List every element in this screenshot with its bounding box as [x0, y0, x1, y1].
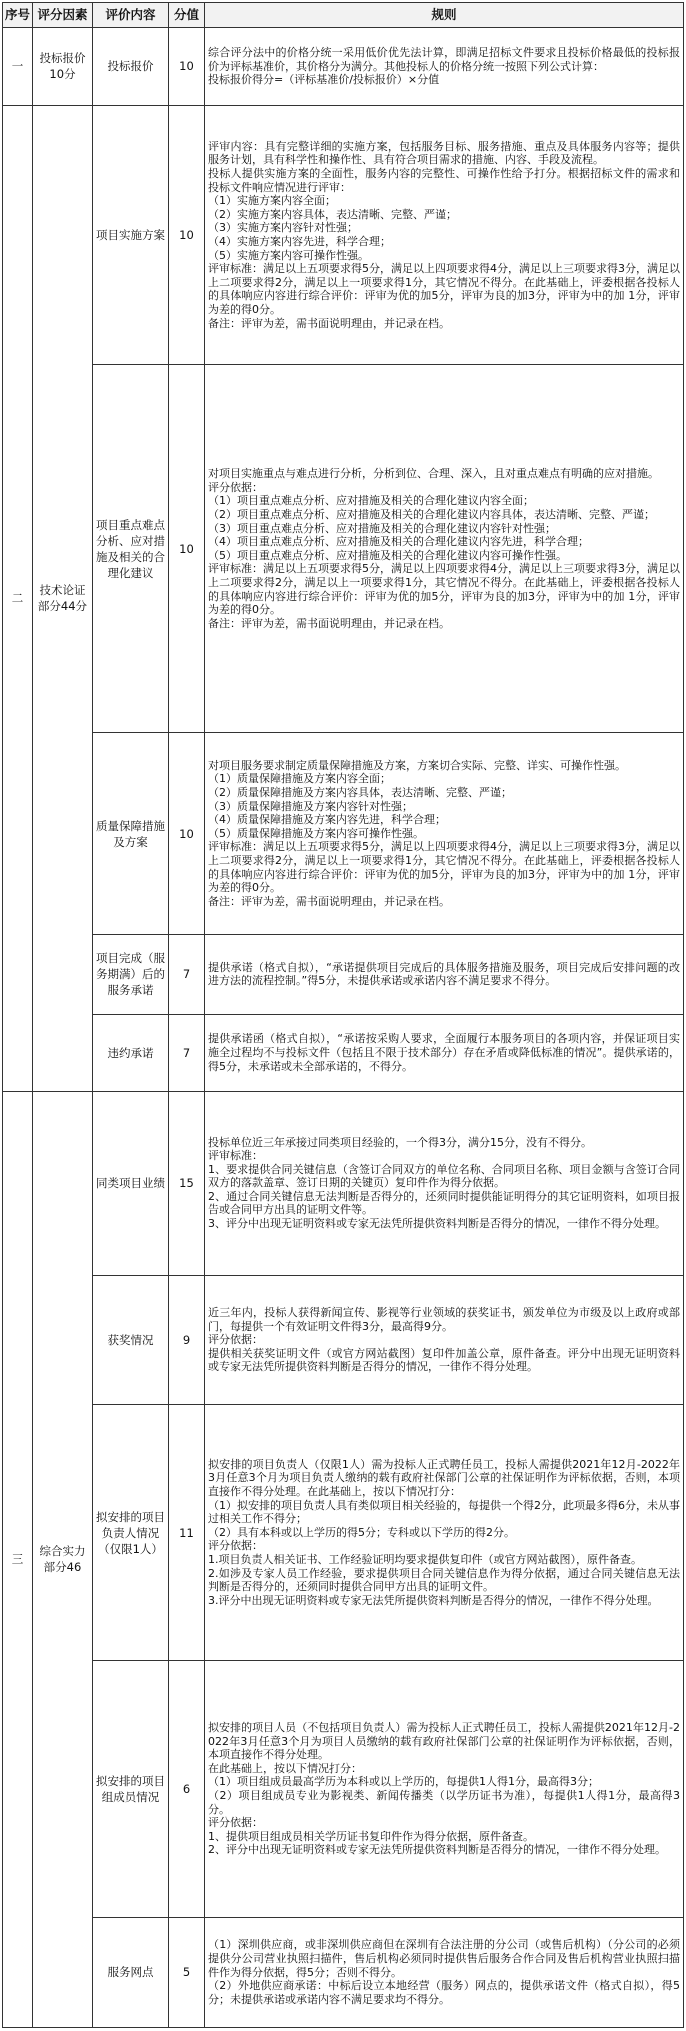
rules-cell — [205, 1917, 684, 2027]
rule-line: （1）深圳供应商，或非深圳供应商但在深圳有合法注册的分公司（或售后机构）（分公司的必须提供分公司营业执照扫描件，售后机构必须同时提供售后服务合作合同及售后机构营业执照扫描件作为得分依据，得5分；否则不得分。 — [208, 1938, 680, 1979]
score-cell: 10 — [169, 365, 205, 733]
rule-line: 评分依据： — [208, 1816, 263, 1830]
seq-cell: 二 — [3, 105, 33, 1091]
rule-line: 评分依据： — [208, 480, 263, 494]
score-cell: 15 — [169, 1091, 205, 1275]
rule-line: （5）项目重点难点分析、应对措施及相关的合理化建议内容可操作性强。 — [208, 548, 567, 562]
rule-line: （2）具有本科或以上学历的得5分；专科或以下学历的得2分。 — [208, 1525, 515, 1539]
rule-line: 3.评分中出现无证明资料或专家无法凭所提供资料判断是否得分的情况，一律作不得分处理。 — [208, 1593, 659, 1607]
rubric-row — [3, 1014, 684, 1091]
rule-line: 评审标准：满足以上五项要求得5分，满足以上四项要求得4分，满足以上三项要求得3分，满足以上二项要求得2分，满足以上一项要求得1分，其它情况不得分。在此基础上，评委根据各投标人的具体响应内容进行综合评价：评审为优的加5分，评审为良的加3分，评审为中的加 1分，评审为差的得0分。 — [208, 562, 680, 617]
header-seq: 序号 — [3, 3, 33, 28]
rules-cell — [205, 1014, 684, 1091]
rule-line: 综合评分法中的价格分统一采用低价优先法计算，即满足招标文件要求且投标价格最低的投标报价为评标基准价，其价格分为满分。其他投标人的价格分统一按照下列公式计算： — [208, 46, 680, 73]
score-cell: 7 — [169, 1014, 205, 1091]
rule-line: 对项目服务要求制定质量保障措施及方案，方案切合实际、完整、详实、可操作性强。 — [208, 758, 626, 772]
rule-line: 投标单位近三年承接过同类项目经验的，一个得3分，满分15分，没有不得分。 — [208, 1135, 592, 1149]
rule-line: （1）项目重点难点分析、应对措施及相关的合理化建议内容全面； — [208, 494, 534, 508]
rubric-row — [3, 1275, 684, 1405]
content-cell: 拟安排的项目负责人情况（仅限1人） — [93, 1405, 169, 1661]
rules-cell — [205, 1661, 684, 1918]
rule-line: 备注：评审为差，需书面说明理由，并记录在档。 — [208, 894, 450, 908]
content-cell: 项目实施方案 — [93, 105, 169, 364]
rule-line: 评审内容：具有完整详细的实施方案，包括服务目标、服务措施、重点及具体服务内容等；提供服务计划，具有科学性和操作性、具有符合项目需求的措施、内容、手段及流程。 — [208, 139, 680, 167]
rules-cell — [205, 1275, 684, 1405]
rule-line: 1、要求提供合同关键信息（含签订合同双方的单位名称、合同项目名称、项目金额与含签订合同双方的落款盖章、签订日期的关键页）复印件作为得分依据。 — [208, 1162, 680, 1190]
rubric-row — [3, 1091, 684, 1275]
rule-line: （5）质量保障措施及方案内容可操作性强。 — [208, 826, 424, 840]
rule-line: 提供承诺（格式自拟），“承诺提供项目完成后的具体服务措施及服务，项目完成后安排问题的改进方法的流程控制。”得5分，未提供承诺或承诺内容不满足要求不得分。 — [208, 960, 680, 988]
rule-line: 2.如涉及专家人员工作经验，要求提供项目合同关键信息作为得分依据，通过合同关键信息无法判断是否得分的，还须同时提供合同甲方出具的证明文件。 — [208, 1566, 680, 1594]
rubric-row — [3, 365, 684, 733]
rule-line: 2、通过合同关键信息无法判断是否得分的，还须同时提供能证明得分的其它证明资料，如项目报告或合同甲方出具的证明文件等。 — [208, 1189, 680, 1217]
rule-line: （1）拟安排的项目负责人具有类似项目相关经验的，每提供一个得2分，此项最多得6分，未从事过相关工作不得分； — [208, 1498, 680, 1526]
rule-line: （1）实施方案内容全面； — [208, 194, 336, 208]
content-cell: 服务网点 — [93, 1917, 169, 2027]
factor-cell: 投标报价 10分 — [33, 28, 93, 106]
content-cell: 拟安排的项目组成员情况 — [93, 1661, 169, 1918]
rule-line: （4）质量保障措施及方案内容先进，科学合理； — [208, 813, 446, 827]
content-cell: 同类项目业绩 — [93, 1091, 169, 1275]
rubric-row — [3, 28, 684, 106]
rule-line: 拟安排的项目人员（不包括项目负责人）需为投标人正式聘任员工，投标人需提供2021年12月-2022年3月任意3个月为项目人员缴纳的载有政府社保部门公章的社保证明作为评标依据，否则，本项直接作不得分处理。 — [208, 1721, 680, 1762]
rubric-row — [3, 105, 684, 364]
rule-line: 提供承诺函（格式自拟），“承诺按采购人要求，全面履行本服务项目的各项内容，并保证项目实施全过程均不与投标文件（包括且不限于技术部分）存在矛盾或降低标准的情况”。提供承诺的，得5分，未承诺或未全部承诺的，不得分。 — [208, 1032, 680, 1073]
score-cell: 9 — [169, 1275, 205, 1405]
score-cell: 10 — [169, 105, 205, 364]
rule-line: 评审标准：满足以上五项要求得5分，满足以上四项要求得4分，满足以上三项要求得3分，满足以上二项要求得2分，满足以上一项要求得1分，其它情况不得分。在此基础上，评委根据各投标人的具体响应内容进行综合评价：评审为优的加5分，评审为良的加3分，评审为中的加 1分，评审为差的得0分。 — [208, 840, 680, 895]
seq-cell: 三 — [3, 1091, 33, 2027]
rule-line: 1、提供项目组成员相关学历证书复印件作为得分依据，原件备查。 — [208, 1829, 534, 1843]
rule-line: 备注：评审为差，需书面说明理由，并记录在档。 — [208, 316, 450, 330]
content-cell: 项目重点难点分析、应对措施及相关的合理化建议 — [93, 365, 169, 733]
score-cell: 7 — [169, 934, 205, 1014]
rule-line: 备注：评审为差，需书面说明理由，并记录在档。 — [208, 616, 450, 630]
rule-line: 投标人提供实施方案的全面性，服务内容的完整性、可操作性给予打分。根据招标文件的需求和投标文件响应情况进行评审： — [208, 167, 680, 194]
header-row — [3, 3, 684, 28]
rule-line: （3）项目重点难点分析、应对措施及相关的合理化建议内容针对性强； — [208, 521, 556, 535]
rule-line: 1.项目负责人相关证书、工作经验证明均要求提供复印件（或官方网站截图），原件备查。 — [208, 1553, 642, 1567]
content-cell: 质量保障措施及方案 — [93, 733, 169, 934]
rule-line: 对项目实施重点与难点进行分析，分析到位、合理、深入，且对重点难点有明确的应对措施。 — [208, 467, 659, 481]
content-cell: 违约承诺 — [93, 1014, 169, 1091]
rule-line: （2）项目组成员专业为影视类、新闻传播类（以学历证书为准），每提供1人得1分，最高得3分。 — [208, 1788, 680, 1816]
content-cell: 投标报价 — [93, 28, 169, 106]
rules-cell — [205, 934, 684, 1014]
rule-line: 投标报价得分=（评标基准价/投标报价）×分值 — [208, 73, 440, 87]
scoring-rubric-table — [2, 2, 684, 2028]
rules-cell — [205, 105, 684, 364]
rule-line: （1）项目组成员最高学历为本科或以上学历的，每提供1人得1分，最高得3分； — [208, 1775, 599, 1789]
rubric-body — [3, 28, 684, 2028]
factor-cell: 综合实力 部分46 — [33, 1091, 93, 2027]
header-score: 分值 — [169, 3, 205, 28]
header-rules: 规则 — [205, 3, 684, 28]
rule-line: 3、评分中出现无证明资料或专家无法凭所提供资料判断是否得分的情况，一律作不得分处理。 — [208, 1217, 666, 1231]
rubric-row — [3, 1917, 684, 2027]
rules-cell — [205, 1405, 684, 1661]
rule-line: 评分依据： — [208, 1333, 263, 1347]
rule-line: 2、评分中出现无证明资料或专家无法凭所提供资料判断是否得分的情况，一律作不得分处理。 — [208, 1843, 666, 1857]
rules-cell — [205, 1091, 684, 1275]
rubric-row — [3, 733, 684, 934]
header-factor: 评分因素 — [33, 3, 93, 28]
seq-cell: 一 — [3, 28, 33, 106]
rule-line: 评分依据： — [208, 1539, 263, 1553]
rule-line: （1）质量保障措施及方案内容全面； — [208, 772, 391, 786]
rule-line: 拟安排的项目负责人（仅限1人）需为投标人正式聘任员工，投标人需提供2021年12月-2022年3月任意3个月为项目负责人缴纳的载有政府社保部门公章的社保证明作为评标依据，否则，本项直接作不得分处理。在此基础上，按以下情况打分： — [208, 1457, 680, 1499]
rule-line: （3）实施方案内容针对性强； — [208, 221, 358, 235]
content-cell: 项目完成（服务期满）后的服务承诺 — [93, 934, 169, 1014]
rule-line: （2）实施方案内容具体，表达清晰、完整、严谨； — [208, 207, 457, 221]
rule-line: 评审标准： — [208, 1149, 263, 1163]
rules-cell — [205, 733, 684, 934]
rule-line: （4）实施方案内容先进，科学合理； — [208, 235, 391, 249]
score-cell: 10 — [169, 28, 205, 106]
rule-line: 提供相关获奖证明文件（或官方网站截图）复印件加盖公章，原件备查。评分中出现无证明资料或专家无法凭所提供资料判断是否得分的情况，一律作不得分处理。 — [208, 1346, 680, 1374]
score-cell: 11 — [169, 1405, 205, 1661]
rubric-row — [3, 1405, 684, 1661]
rule-line: （3）质量保障措施及方案内容针对性强； — [208, 799, 413, 813]
rubric-row — [3, 934, 684, 1014]
rule-line: 在此基础上，按以下情况打分： — [208, 1761, 362, 1775]
rule-line: （2）质量保障措施及方案内容具体，表达清晰、完整、严谨； — [208, 785, 512, 799]
header-content: 评价内容 — [93, 3, 169, 28]
score-cell: 10 — [169, 733, 205, 934]
score-cell: 6 — [169, 1661, 205, 1918]
rule-line: （2）项目重点难点分析、应对措施及相关的合理化建议内容具体，表达清晰、完整、严谨； — [208, 508, 655, 521]
rule-line: 近三年内，投标人获得新闻宣传、影视等行业领域的获奖证书，颁发单位为市级及以上政府或部门，每提供一个有效证明文件得3分，最高得9分。 — [208, 1305, 680, 1333]
rule-line: （2）外地供应商承诺：中标后设立本地经营（服务）网点的，提供承诺文件（格式自拟），得5分；未提供承诺或承诺内容不满足要求均不得分。 — [208, 1979, 680, 2006]
rule-line: 评审标准：满足以上五项要求得5分，满足以上四项要求得4分，满足以上三项要求得3分，满足以上二项要求得2分，满足以上一项要求得1分，其它情况不得分。在此基础上，评委根据各投标人的具体响应内容进行综合评价：评审为优的加5分，评审为良的加3分，评审为中的加 1分，评审为差的得0分。 — [208, 262, 680, 316]
content-cell: 获奖情况 — [93, 1275, 169, 1405]
rules-cell — [205, 365, 684, 733]
score-cell: 5 — [169, 1917, 205, 2027]
rule-line: （5）实施方案内容可操作性强。 — [208, 248, 369, 262]
rule-line: （4）项目重点难点分析、应对措施及相关的合理化建议内容先进，科学合理； — [208, 535, 589, 549]
rubric-row — [3, 1661, 684, 1918]
factor-cell: 技术论证 部分44分 — [33, 105, 93, 1091]
rules-cell — [205, 28, 684, 106]
